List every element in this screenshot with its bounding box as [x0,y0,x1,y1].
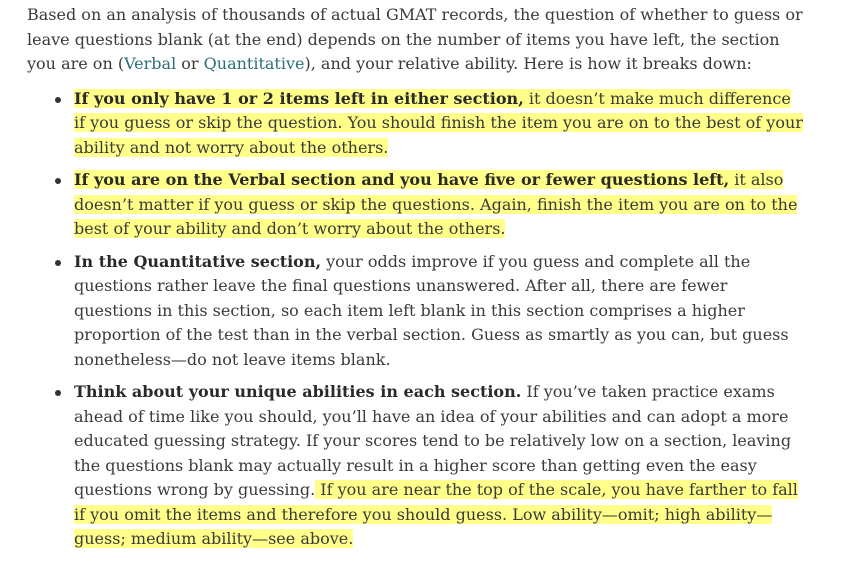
highlighted-text [74,89,803,157]
list-item [74,250,806,373]
guessing-points-list [27,87,806,552]
list-item [74,168,806,242]
verbal-link[interactable]: Verbal [124,54,177,73]
list-item [74,380,806,552]
point-body: your odds improve if you guess and complete all the questions rather leave the final questions unanswered. After all, there are fewer questions in this section, so each item left blank in this section comprises a higher proportion of the test than in the verbal section. Guess as smartly as you can, but guess nonetheless—do not leave items blank. [74,251,789,369]
point-body: it doesn’t make much difference if you guess or skip the question. You should finish the item you are on to the best of your ability and not worry about the others. [74,88,803,157]
point-lead: Think about your unique abilities in each section. [74,382,522,401]
list-item [74,87,806,161]
intro-paragraph [27,3,806,77]
highlighted-text [74,170,797,238]
intro-text-or: or [176,54,204,73]
intro-text-after: ), and your relative ability. Here is how it breaks down: [304,54,752,73]
point-lead: If you are on the Verbal section and you have five or fewer questions left, [74,170,730,189]
point-lead: If you only have 1 or 2 items left in either section, [74,88,524,108]
highlighted-text: If you are near the top of the scale, you have farther to fall if you omit the items and therefore you should guess. Low ability—omit; high ability—guess; medium ability—see above. [74,480,798,548]
point-lead: In the Quantitative section, [74,251,322,271]
quantitative-link[interactable]: Quantitative [203,54,305,73]
point-body: If you’ve taken practice exams ahead of time like you should, you’ll have an idea of your abilities and can adopt a more educated guessing strategy. If your scores tend to be relatively low on a section, leaving the questions blank may actually result in a higher score than getting even the easy questions wrong by guessing. [74,382,792,499]
point-body: it also doesn’t matter if you guess or skip the questions. Again, finish the item you are on to the best of your ability and don’t worry about the others. [74,170,798,238]
intro-text-before: Based on an analysis of thousands of actual GMAT records, the question of whether to guess or leave questions blank (at the end) depends on the number of items you have left, the section you are on ( [27,5,803,73]
